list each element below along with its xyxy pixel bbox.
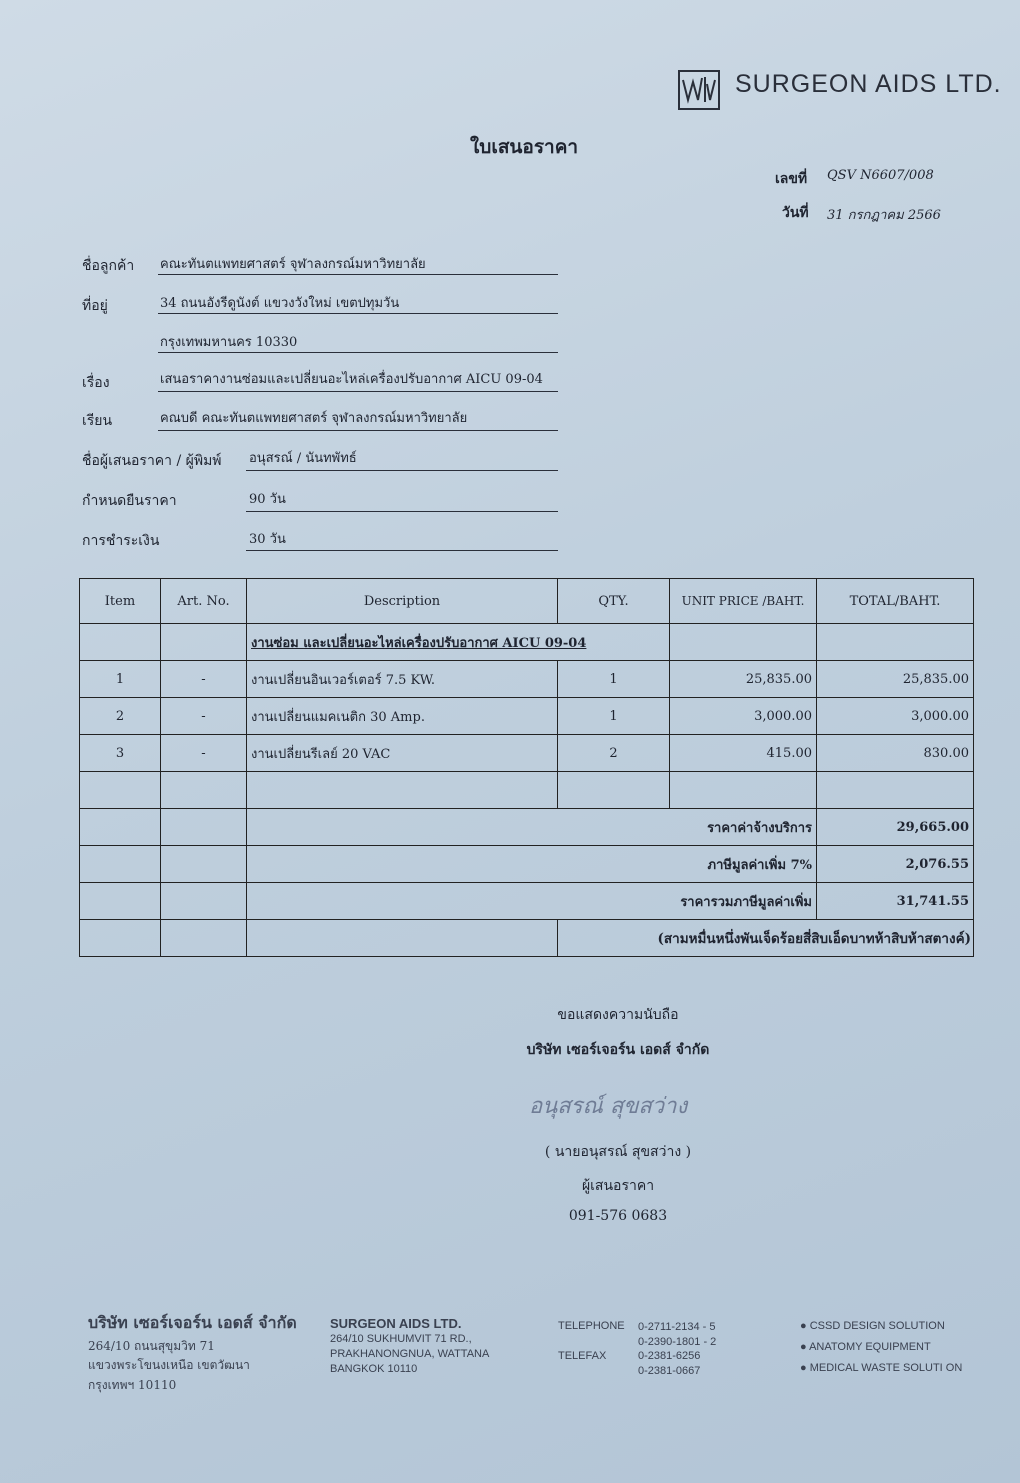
footer-en-address: 264/10 SUKHUMVIT 71 RD., — [330, 1333, 472, 1345]
quotation-table — [79, 578, 974, 957]
grand-total-row — [80, 883, 974, 920]
address-line-1: 34 ถนนอังรีดูนังต์ แขวงวังใหม่ เขตปทุมวัน — [160, 296, 400, 311]
company-name: SURGEON AIDS LTD. — [735, 70, 1002, 98]
header-qty: QTY. — [558, 579, 670, 624]
table-header-row — [80, 579, 974, 624]
signatory-role: ผู้เสนอราคา — [581, 1178, 655, 1194]
table-row — [80, 661, 974, 698]
field-underline — [158, 274, 558, 275]
footer-fax: 0-2381-6256 — [638, 1350, 701, 1362]
footer-service-item: ● CSSD DESIGN SOLUTION — [800, 1320, 945, 1332]
footer-en-address: BANGKOK 10110 — [330, 1363, 418, 1375]
footer-tel: 0-2390-1801 - 2 — [638, 1336, 717, 1348]
grand-total-value: 31,741.55 — [817, 883, 974, 920]
row-total: 830.00 — [817, 735, 974, 772]
field-underline — [158, 430, 558, 431]
footer-th-address: แขวงพระโขนงเหนือ เขตวัฒนา — [88, 1358, 250, 1372]
address-line-2: กรุงเทพมหานคร 10330 — [160, 335, 298, 350]
row-art-no: - — [161, 735, 247, 772]
row-total: 25,835.00 — [817, 661, 974, 698]
quoter-value: อนุสรณ์ / นันทพัทธ์ — [249, 451, 357, 466]
payment-value: 30 วัน — [249, 532, 286, 547]
footer-service-item: ● ANATOMY EQUIPMENT — [800, 1341, 931, 1353]
row-art-no: - — [161, 698, 247, 735]
header-unit-price: UNIT PRICE /BAHT. — [670, 579, 817, 624]
address-label: ที่อยู่ — [82, 298, 108, 314]
table-row — [80, 735, 974, 772]
subtotal-row — [80, 809, 974, 846]
row-unit-price: 3,000.00 — [670, 698, 817, 735]
section-title: งานซ่อม และเปลี่ยนอะไหล่เครื่องปรับอากาศ AICU 09-04 — [247, 624, 670, 661]
footer-fax: 0-2381-0667 — [638, 1365, 701, 1377]
company-logo-icon — [678, 70, 720, 110]
field-underline — [246, 470, 558, 471]
header-art-no: Art. No. — [161, 579, 247, 624]
subtotal-label: ราคาค่าจ้างบริการ — [247, 809, 817, 846]
doc-no: QSV N6607/008 — [827, 168, 934, 183]
amount-words-row — [80, 920, 974, 957]
amount-in-words: (สามหมื่นหนึ่งพันเจ็ดร้อยสี่สิบเอ็ดบาทห้าสิบห้าสตางค์) — [558, 920, 974, 957]
vat-value: 2,076.55 — [817, 846, 974, 883]
signatory-name: ( นายอนุสรณ์ สุขสว่าง ) — [544, 1144, 692, 1160]
subject-value: เสนอราคางานซ่อมและเปลี่ยนอะไหล่เครื่องปรับอากาศ AICU 09-04 — [160, 372, 543, 387]
svg-text:อนุสรณ์ สุขสว่าง: อนุสรณ์ สุขสว่าง — [529, 1094, 688, 1119]
date-label: วันที่ — [782, 205, 809, 221]
footer-th-address: 264/10 ถนนสุขุมวิท 71 — [88, 1339, 215, 1353]
validity-value: 90 วัน — [249, 492, 286, 507]
footer-fax-label: TELEFAX — [558, 1350, 607, 1362]
row-description: งานเปลี่ยนอินเวอร์เตอร์ 7.5 KW. — [247, 661, 558, 698]
subtotal-value: 29,665.00 — [817, 809, 974, 846]
payment-label: การชำระเงิน — [82, 533, 160, 549]
row-item: 1 — [80, 661, 161, 698]
field-underline — [158, 313, 558, 314]
row-item: 3 — [80, 735, 161, 772]
footer-en-address: PRAKHANONGNUA, WATTANA — [330, 1348, 490, 1360]
footer-tel: 0-2711-2134 - 5 — [638, 1321, 716, 1333]
row-unit-price: 25,835.00 — [670, 661, 817, 698]
vat-label: ภาษีมูลค่าเพิ่ม 7% — [247, 846, 817, 883]
header-description: Description — [247, 579, 558, 624]
date: 31 กรกฎาคม 2566 — [827, 208, 941, 223]
field-underline — [246, 550, 558, 551]
attention-value: คณบดี คณะทันตแพทยศาสตร์ จุฬาลงกรณ์มหาวิทยาลัย — [160, 411, 468, 426]
row-unit-price: 415.00 — [670, 735, 817, 772]
footer-tel-label: TELEPHONE — [558, 1320, 625, 1332]
field-underline — [246, 511, 558, 512]
row-qty: 1 — [558, 661, 670, 698]
row-art-no: - — [161, 661, 247, 698]
header-total: TOTAL/BAHT. — [817, 579, 974, 624]
page-title: ใบเสนอราคา — [470, 136, 579, 158]
row-item: 2 — [80, 698, 161, 735]
row-description: งานเปลี่ยนแมคเนติก 30 Amp. — [247, 698, 558, 735]
footer-service-item: ● MEDICAL WASTE SOLUTI ON — [800, 1362, 963, 1374]
footer-th-address: กรุงเทพฯ 10110 — [88, 1378, 177, 1392]
subject-label: เรื่อง — [82, 375, 110, 391]
row-qty: 1 — [558, 698, 670, 735]
table-section-row — [80, 624, 974, 661]
attention-label: เรียน — [82, 413, 113, 429]
footer-th-company: บริษัท เซอร์เจอร์น เอดส์ จำกัด — [88, 1313, 297, 1332]
regards-text: ขอแสดงความนับถือ — [557, 1007, 679, 1023]
vat-row — [80, 846, 974, 883]
signature — [525, 1083, 725, 1127]
footer-en-company: SURGEON AIDS LTD. — [330, 1316, 462, 1331]
doc-no-label: เลขที่ — [775, 171, 808, 187]
validity-label: กำหนดยืนราคา — [82, 493, 177, 509]
grand-total-label: ราคารวมภาษีมูลค่าเพิ่ม — [247, 883, 817, 920]
header-item: Item — [80, 579, 161, 624]
closing-company: บริษัท เซอร์เจอร์น เอดส์ จำกัด — [526, 1042, 710, 1058]
field-underline — [158, 391, 558, 392]
customer-value: คณะทันตแพทยศาสตร์ จุฬาลงกรณ์มหาวิทยาลัย — [160, 257, 426, 272]
row-description: งานเปลี่ยนรีเลย์ 20 VAC — [247, 735, 558, 772]
field-underline — [158, 352, 558, 353]
row-qty: 2 — [558, 735, 670, 772]
table-row — [80, 698, 974, 735]
customer-label: ชื่อลูกค้า — [82, 258, 135, 274]
table-empty-row — [80, 772, 974, 809]
signatory-phone: 091-576 0683 — [568, 1208, 668, 1224]
row-total: 3,000.00 — [817, 698, 974, 735]
quoter-label: ชื่อผู้เสนอราคา / ผู้พิมพ์ — [82, 453, 222, 469]
